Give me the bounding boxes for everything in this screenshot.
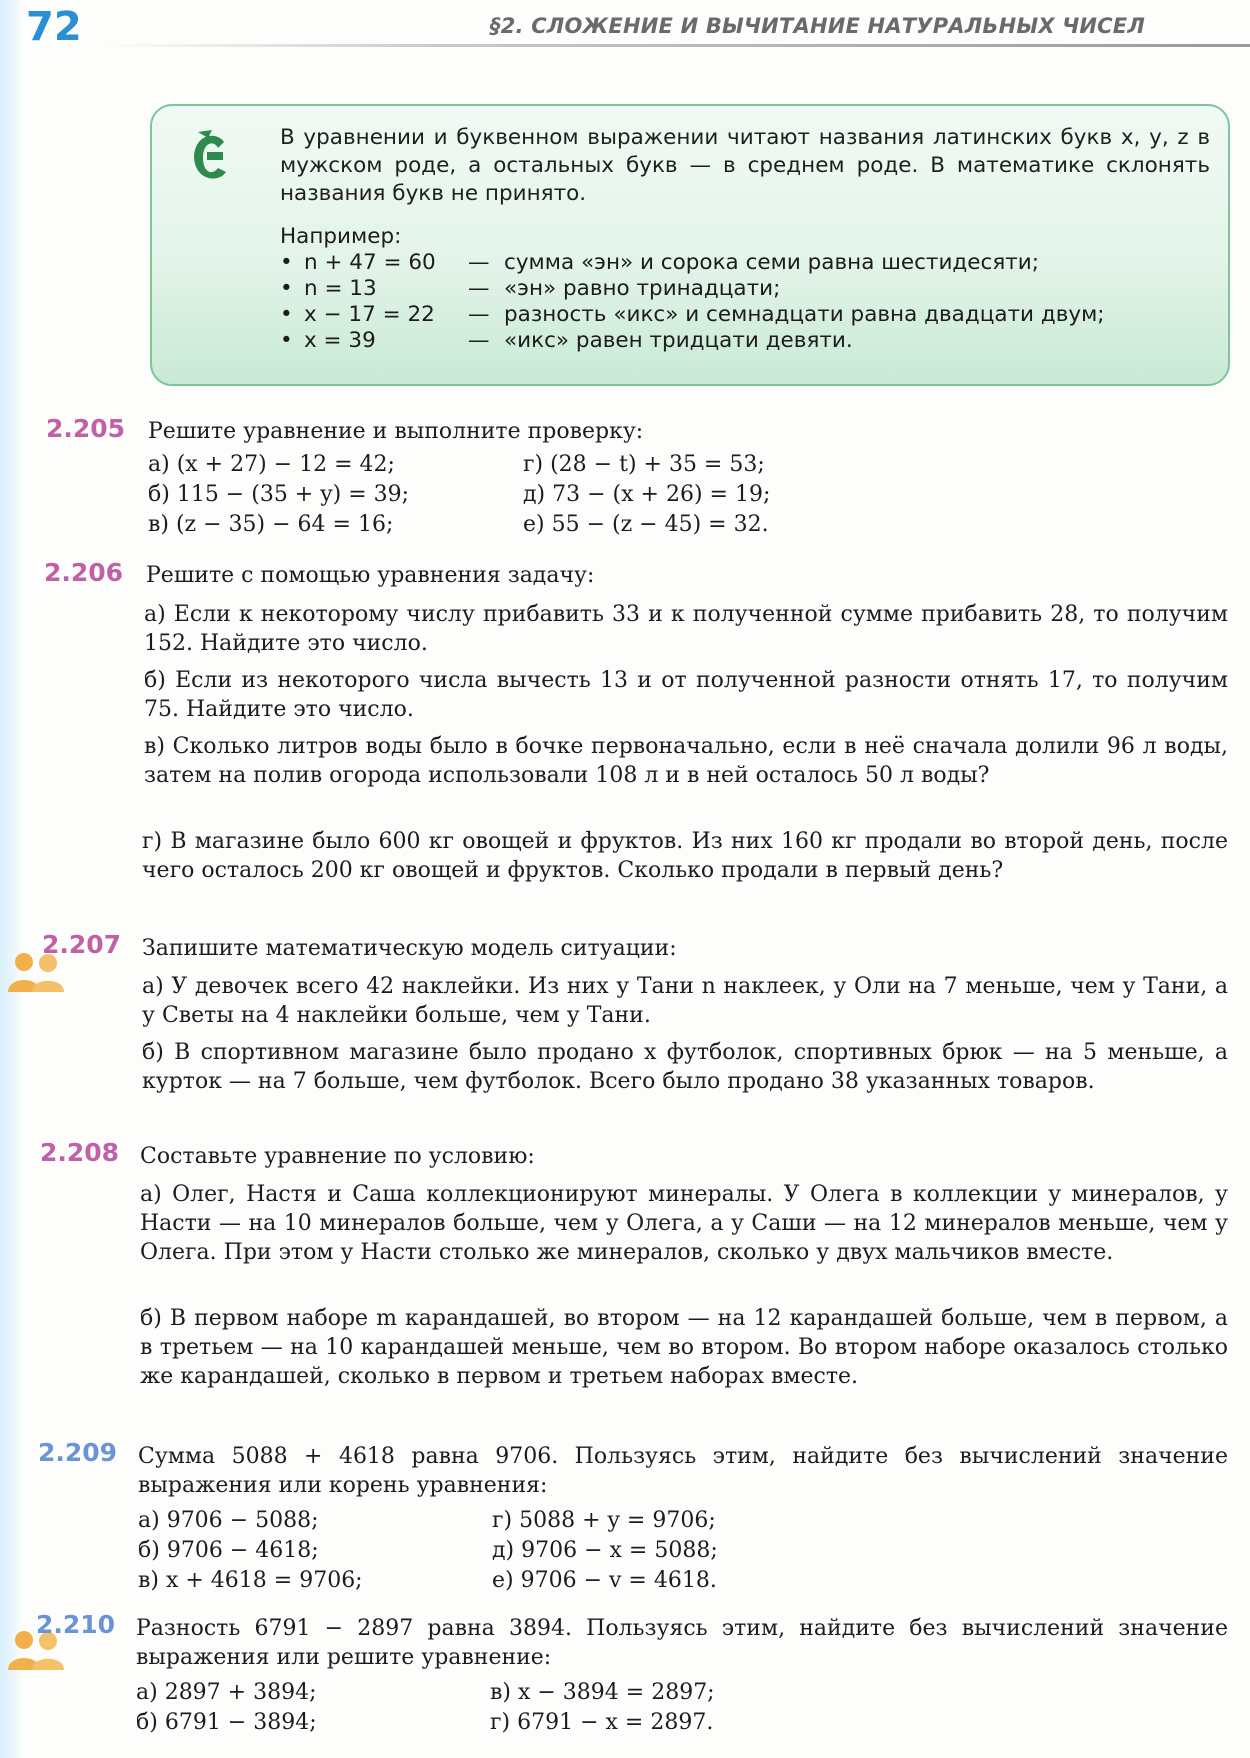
problem-stem: Составьте уравнение по условию: — [140, 1144, 535, 1169]
problem-item: д) 73 − (x + 26) = 19; — [523, 482, 771, 507]
problem-part: а) У девочек всего 42 наклейки. Из них у Тани n наклеек, у Оли на 7 меньше, чем у Тани, а у Светы на 4 наклейки больше, чем у Тани. — [142, 974, 1228, 1028]
note-example-text: «икс» равен тридцати девяти. — [504, 328, 853, 353]
problem-number: 2.209 — [38, 1438, 118, 1467]
dash: — — [468, 328, 490, 353]
problem-item: г) 5088 + y = 9706; — [492, 1508, 716, 1533]
problem-item: е) 9706 − v = 4618. — [492, 1568, 717, 1593]
section-header: §2. СЛОЖЕНИЕ И ВЫЧИТАНИЕ НАТУРАЛЬНЫХ ЧИСЕЛ — [490, 14, 1145, 38]
note-example-text: «эн» равно тринадцати; — [504, 276, 781, 301]
page-number: 72 — [26, 4, 82, 50]
problem-part: г) В магазине было 600 кг овощей и фруктов. Из них 160 кг продали во второй день, после чего осталось 200 кг овощей и фруктов. Сколько продали в первый день? — [142, 829, 1228, 883]
note-example-text: разность «икс» и семнадцати равна двадцати двум; — [504, 302, 1105, 327]
problem-item: а) 9706 − 5088; — [138, 1508, 319, 1533]
note-example-title: Например: — [280, 224, 402, 249]
bullet: • — [280, 302, 293, 327]
page-edge-decoration — [0, 0, 22, 1758]
problem-stem: Решите с помощью уравнения задачу: — [146, 563, 595, 588]
problem-stem: Разность 6791 − 2897 равна 3894. Пользуясь этим, найдите без вычислений значение выражения или решите уравнение: — [136, 1616, 1228, 1670]
bullet: • — [280, 328, 293, 353]
problem-item: в) x + 4618 = 9706; — [138, 1568, 363, 1593]
note-example-equation: n + 47 = 60 — [304, 250, 436, 275]
problem-item: б) 9706 − 4618; — [138, 1538, 319, 1563]
problem-stem: Решите уравнение и выполните проверку: — [148, 419, 644, 444]
problem-part: а) Олег, Настя и Саша коллекционируют минералы. У Олега в коллекции y минералов, у Насти — на 10 минералов больше, чем у Олега, а у Саши — на 12 минералов меньше, чем у Олега. При этом у Насти столько же минералов, сколько у двух мальчиков вместе. — [140, 1182, 1228, 1265]
problem-item: д) 9706 − x = 5088; — [492, 1538, 718, 1563]
problem-part: в) Сколько литров воды было в бочке первоначально, если в неё сначала долили 96 л воды, затем на полив огорода использовали 108 л и в ней осталось 50 л воды? — [144, 734, 1228, 788]
problem-part: б) В первом наборе m карандашей, во втором — на 12 карандашей больше, чем в первом, а в третьем — на 10 карандашей меньше, чем во втором. Во втором наборе оказалось столько же карандашей, сколько в первом и третьем наборах вместе. — [140, 1306, 1228, 1389]
problem-number: 2.206 — [44, 558, 124, 587]
problem-stem: Запишите математическую модель ситуации: — [142, 936, 677, 961]
bullet: • — [280, 250, 293, 275]
problem-number: 2.207 — [42, 930, 122, 959]
problem-item: е) 55 − (z − 45) = 32. — [523, 512, 769, 537]
note-example — [280, 328, 1220, 356]
note-example-equation: x − 17 = 22 — [304, 302, 435, 327]
dash: — — [468, 302, 490, 327]
problem-part: б) В спортивном магазине было продано x футболок, спортивных брюк — на 5 меньше, а курток — на 7 больше, чем футболок. Всего было продано 38 указанных товаров. — [142, 1040, 1228, 1094]
problem-item: г) (28 − t) + 35 = 53; — [523, 452, 765, 477]
problem-number: 2.208 — [40, 1138, 120, 1167]
dash: — — [468, 276, 490, 301]
problem-item: в) (z − 35) − 64 = 16; — [148, 512, 394, 537]
note-paragraph: В уравнении и буквенном выражении читают названия латинских букв x, y, z в мужском роде, а остальных букв — в среднем роде. В математике склонять названия букв не принято. — [280, 125, 1210, 206]
problem-number: 2.210 — [36, 1610, 116, 1639]
problem-item: в) x − 3894 = 2897; — [490, 1680, 715, 1705]
speech-c-icon — [190, 128, 232, 190]
problem-item: а) 2897 + 3894; — [136, 1680, 317, 1705]
problem-number: 2.205 — [46, 414, 126, 443]
bullet: • — [280, 276, 293, 301]
rule-note-box — [150, 104, 1230, 386]
problem-item: б) 6791 − 3894; — [136, 1710, 317, 1735]
note-example — [280, 250, 1220, 278]
problem-item: а) (x + 27) − 12 = 42; — [148, 452, 395, 477]
problem-part: а) Если к некоторому числу прибавить 33 и к полученной сумме прибавить 28, то получим 152. Найдите это число. — [144, 602, 1228, 656]
note-example-equation: n = 13 — [304, 276, 377, 301]
problem-item: г) 6791 − x = 2897. — [490, 1710, 714, 1735]
note-example-text: сумма «эн» и сорока семи равна шестидесяти; — [504, 250, 1040, 275]
note-example — [280, 276, 1220, 304]
problem-item: б) 115 − (35 + y) = 39; — [148, 482, 410, 507]
dash: — — [468, 250, 490, 275]
problem-stem: Сумма 5088 + 4618 равна 9706. Пользуясь этим, найдите без вычислений значение выражения или корень уравнения: — [138, 1444, 1228, 1498]
note-example — [280, 302, 1220, 330]
note-example-equation: x = 39 — [304, 328, 376, 353]
header-rule — [100, 44, 1250, 47]
problem-part: б) Если из некоторого числа вычесть 13 и от полученной разности отнять 17, то получим 75. Найдите это число. — [144, 668, 1228, 722]
